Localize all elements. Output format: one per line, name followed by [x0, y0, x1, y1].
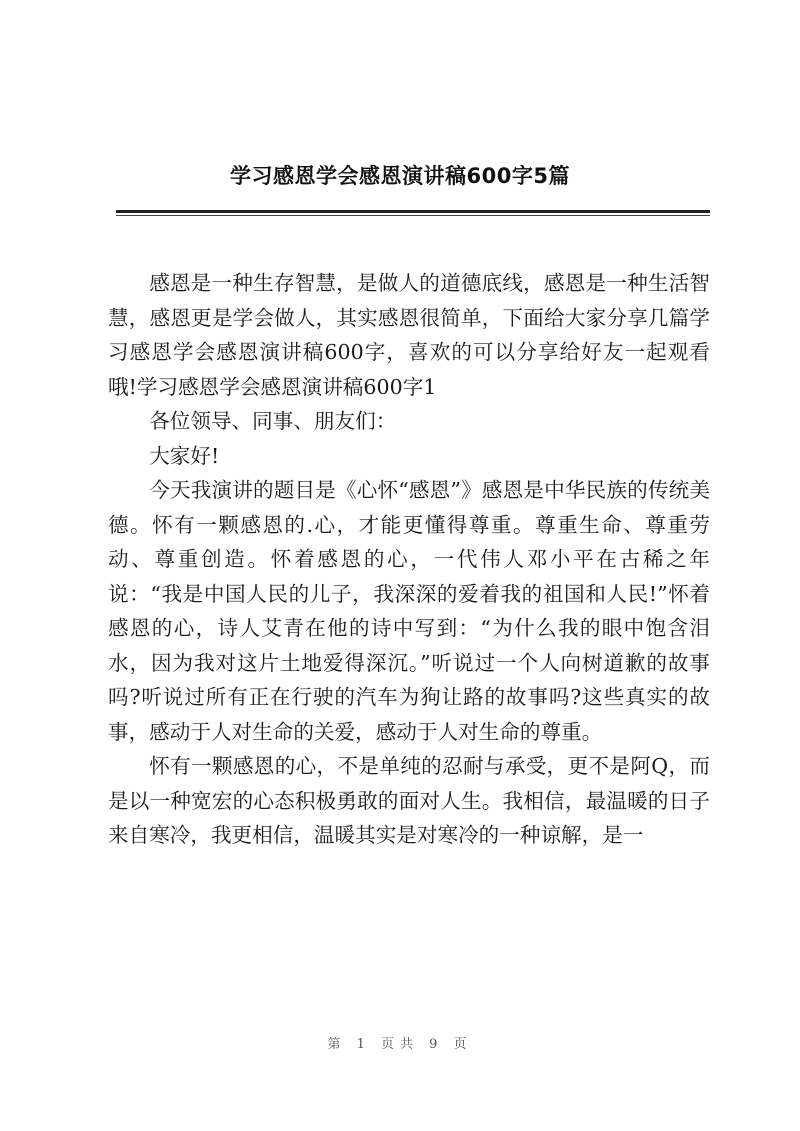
title-divider-thin: [116, 215, 710, 216]
paragraph-greeting: 大家好!: [149, 443, 220, 468]
paragraph-body-2: 怀有一颗感恩的心，不是单纯的忍耐与承受，更不是阿Q，而是以一种宽宏的心态积极勇敢的面对人生。我相信，最温暖的日子来自寒冷，我更相信，温暖其实是对寒冷的一种谅解，是一: [108, 754, 710, 847]
paragraph-body-1: 今天我演讲的题目是《心怀“感恩”》感恩是中华民族的传统美德。怀有一颗感恩的.心，才能更懂得尊重。尊重生命、尊重劳动、尊重创造。怀着感恩的心，一代伟人邓小平在古稀之年说：“我是中国人民的儿子，我深深的爱着我的祖国和人民!”怀着感恩的心，诗人艾青在他的诗中写到：“为什么我的眼中饱含泪水，因为我对这片土地爱得深沉。”听说过一个人向树道歉的故事吗?听说过所有正在行驶的汽车为狗让路的故事吗?这些真实的故事，感动于人对生命的关爱，感动于人对生命的尊重。: [108, 478, 710, 744]
paragraph-intro: 感恩是一种生存智慧，是做人的道德底线，感恩是一种生活智慧，感恩更是学会做人，其实感恩很简单，下面给大家分享几篇学习感恩学会感恩演讲稿600字，喜欢的可以分享给好友一起观看哦!学习感恩学会感恩演讲稿600字1: [108, 271, 710, 399]
document-title: 学习感恩学会感恩演讲稿600字5篇: [230, 164, 570, 188]
page-footer: 第 1 页共 9 页: [327, 1037, 473, 1052]
title-divider-thick: [116, 210, 710, 213]
paragraph-salutation: 各位领导、同事、朋友们：: [149, 409, 397, 433]
document-body: [108, 266, 710, 853]
